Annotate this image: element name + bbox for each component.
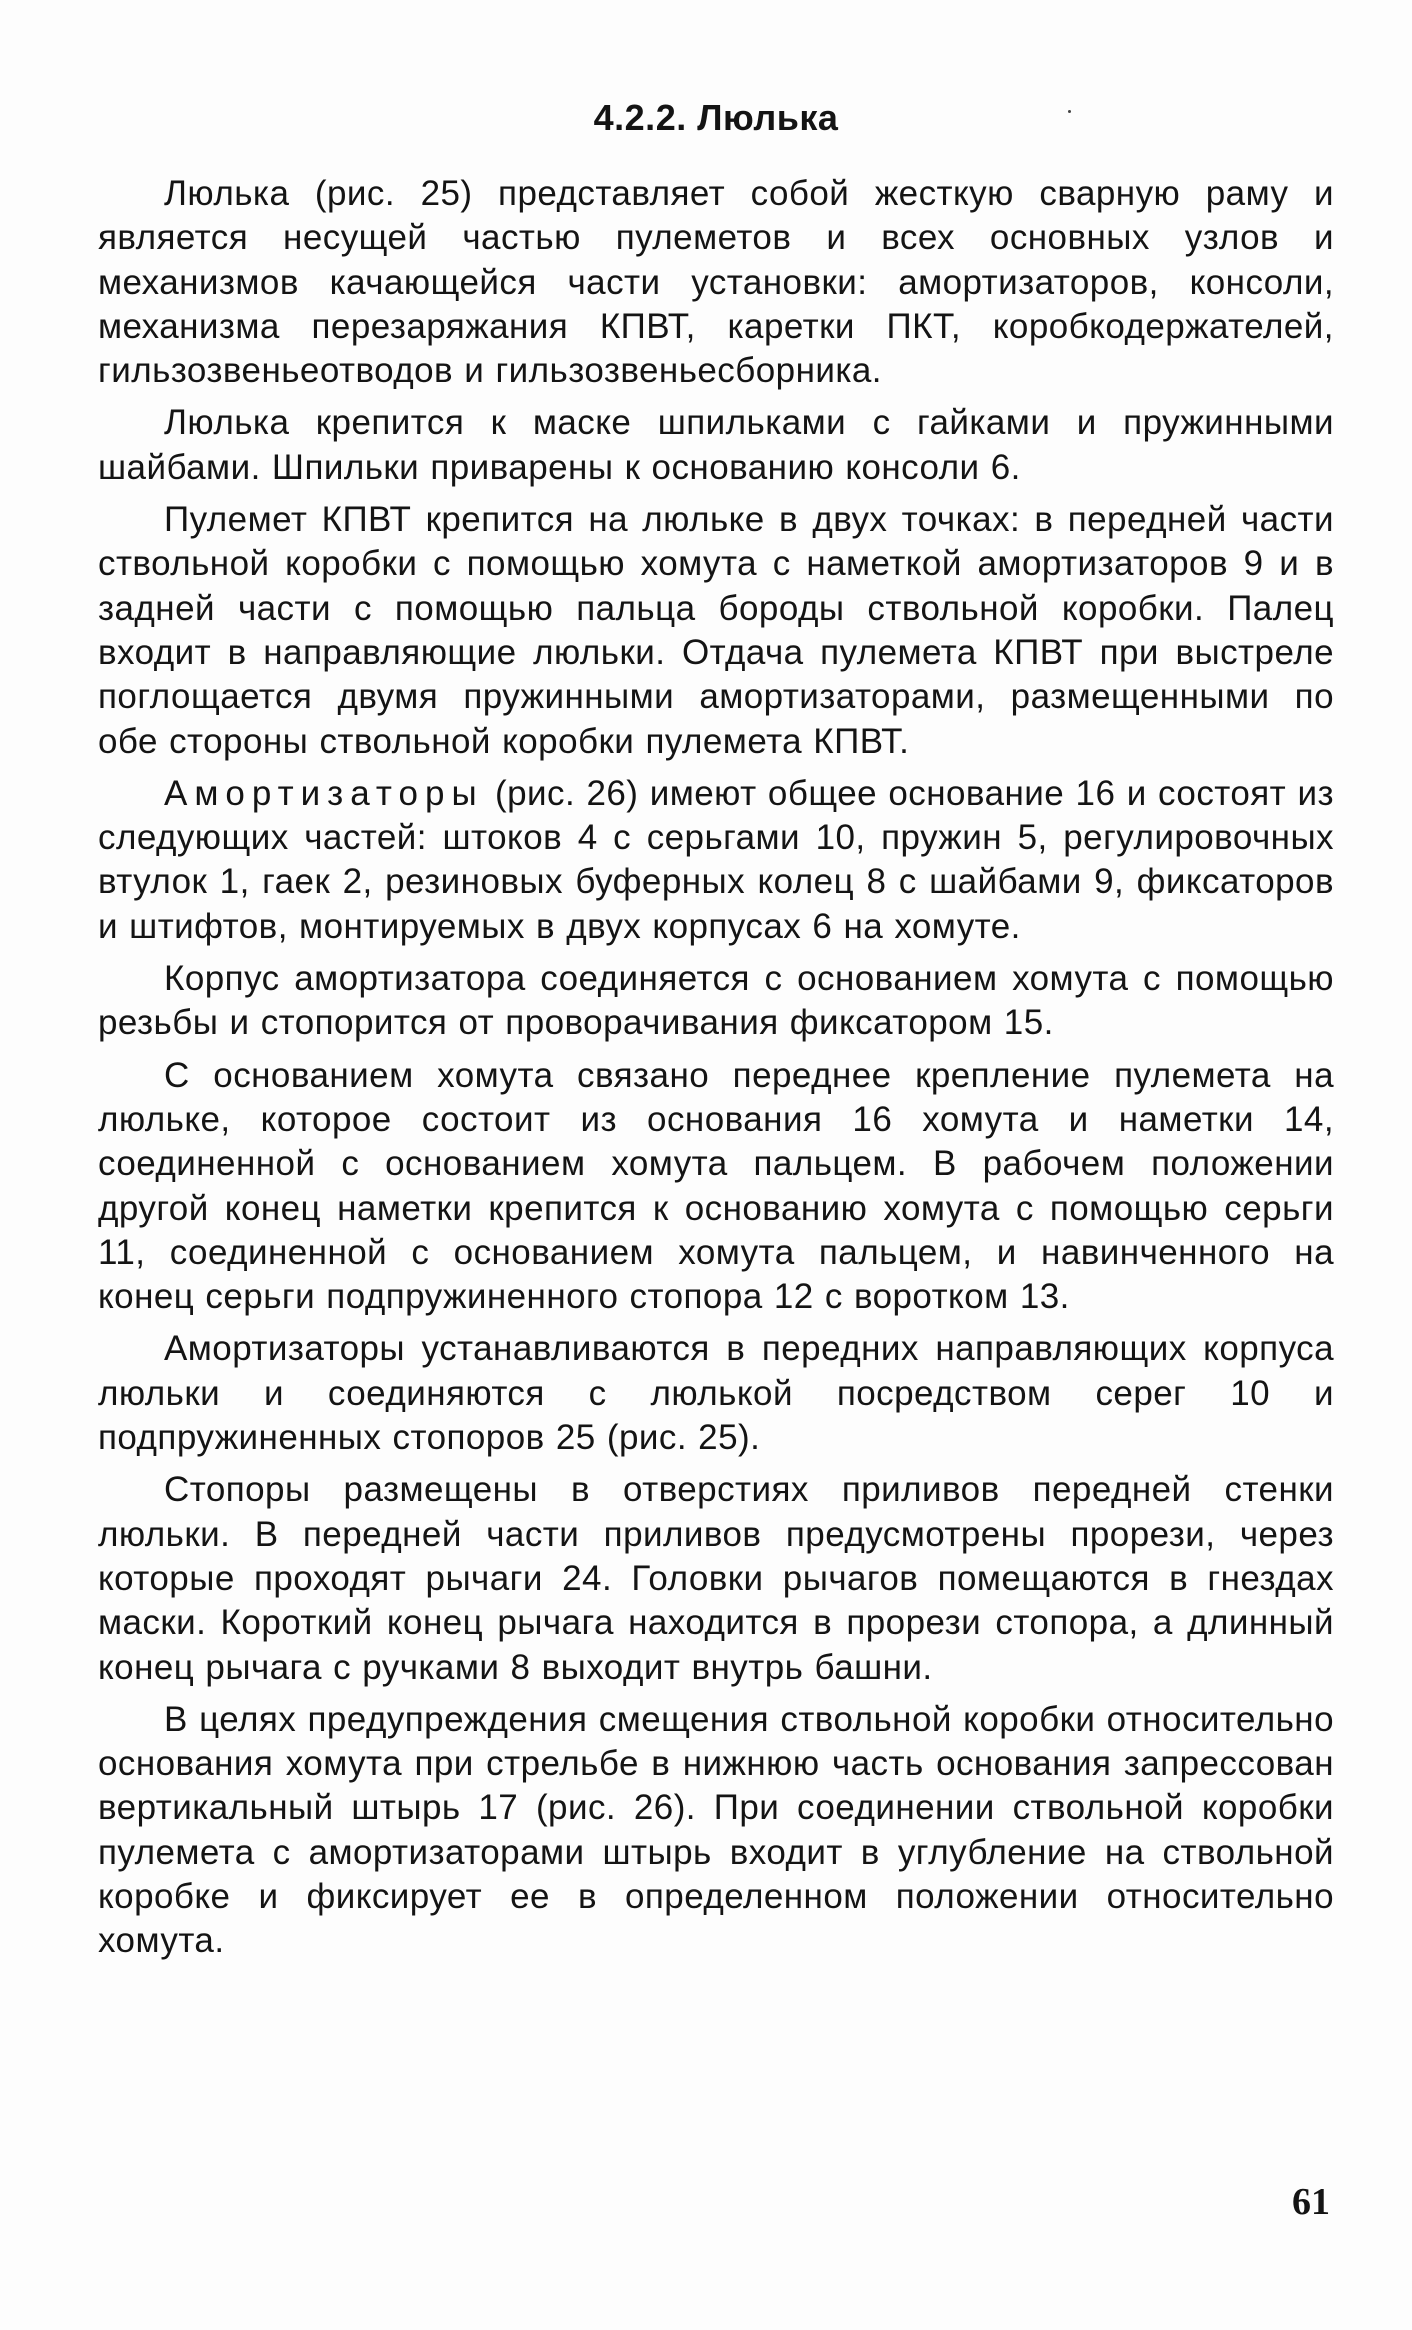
paragraph-kpvt-mounting: Пулемет КПВТ крепится на люльке в двух точках: в передней части ствольной коробки с помощью хомута с наметкой амортизаторов 9 и в задней части с помощью пальца бороды ствольной коробки. Палец входит в направляющие люльки. Отдача пулемета КПВТ при выстреле поглощается двумя пружинными амортизаторами, размещенными по обе стороны ствольной коробки пулемета КПВТ.	[98, 500, 1334, 761]
paragraph-absorber-body: Корпус амортизатора соединяется с основанием хомута с помощью резьбы и стопорится от проворачивания фиксатором 15.	[98, 959, 1334, 1043]
paragraph-front-mount: С основанием хомута связано переднее крепление пулемета на люльке, которое состоит из основания 16 хомута и наметки 14, соединенной с основанием хомута пальцем. В рабочем положении другой конец наметки крепится к основанию хомута с помощью серьги 11, соединенной с основанием хомута пальцем, и навинченного на конец серьги подпружиненного стопора 12 с воротком 13.	[98, 1055, 1334, 1317]
shock-absorbers-text: (рис. 26) имеют общее основание 16 и состоят из следующих частей: штоков 4 с серьгами 10, пружин 5, регулировочных втулок 1, гаек 2, резиновых буферных колец 8 с шайбами 9, фиксаторов и штифтов, монтируемых в двух корпусах 6 на хомуте.	[98, 773, 1334, 946]
page-content	[98, 96, 1334, 1972]
term-shock-absorbers: Амортизаторы	[164, 773, 484, 813]
paragraph-shock-absorbers	[98, 772, 1334, 949]
page-number: 61	[1292, 2181, 1330, 2223]
paragraph-absorber-install: Амортизаторы устанавливаются в передних направляющих корпуса люльки и соединяются с люлькой посредством серег 10 и подпружиненных стопоров 25 (рис. 25).	[98, 1329, 1334, 1458]
paragraph-cradle-mounting: Люлька крепится к маске шпильками с гайками и пружинными шайбами. Шпильки приварены к основанию консоли 6.	[98, 403, 1334, 487]
paragraph-stoppers: Стопоры размещены в отверстиях приливов передней стенки люльки. В передней части приливов предусмотрены прорези, через которые проходят рычаги 24. Головки рычагов помещаются в гнездах маски. Короткий конец рычага находится в прорези стопора, а длинный конец рычага с ручками 8 выходит внутрь башни.	[98, 1470, 1334, 1687]
paragraph-cradle-description: Люлька (рис. 25) представляет собой жесткую сварную раму и является несущей частью пулеметов и всех основных узлов и механизмов качающейся части установки: амортизаторов, консоли, механизма перезаряжания КПВТ, каретки ПКТ, коробкодержателей, гильзозвеньеотводов и гильзозвеньесборника.	[98, 174, 1334, 391]
paragraph-pin: В целях предупреждения смещения ствольной коробки относительно основания хомута при стрельбе в нижнюю часть основания запрессован вертикальный штырь 17 (рис. 26). При соединении ствольной коробки пулемета с амортизаторами штырь входит в углубление на ствольной коробке и фиксирует ее в определенном положении относительно хомута.	[98, 1699, 1334, 1961]
section-heading: 4.2.2. Люлька	[593, 97, 839, 138]
